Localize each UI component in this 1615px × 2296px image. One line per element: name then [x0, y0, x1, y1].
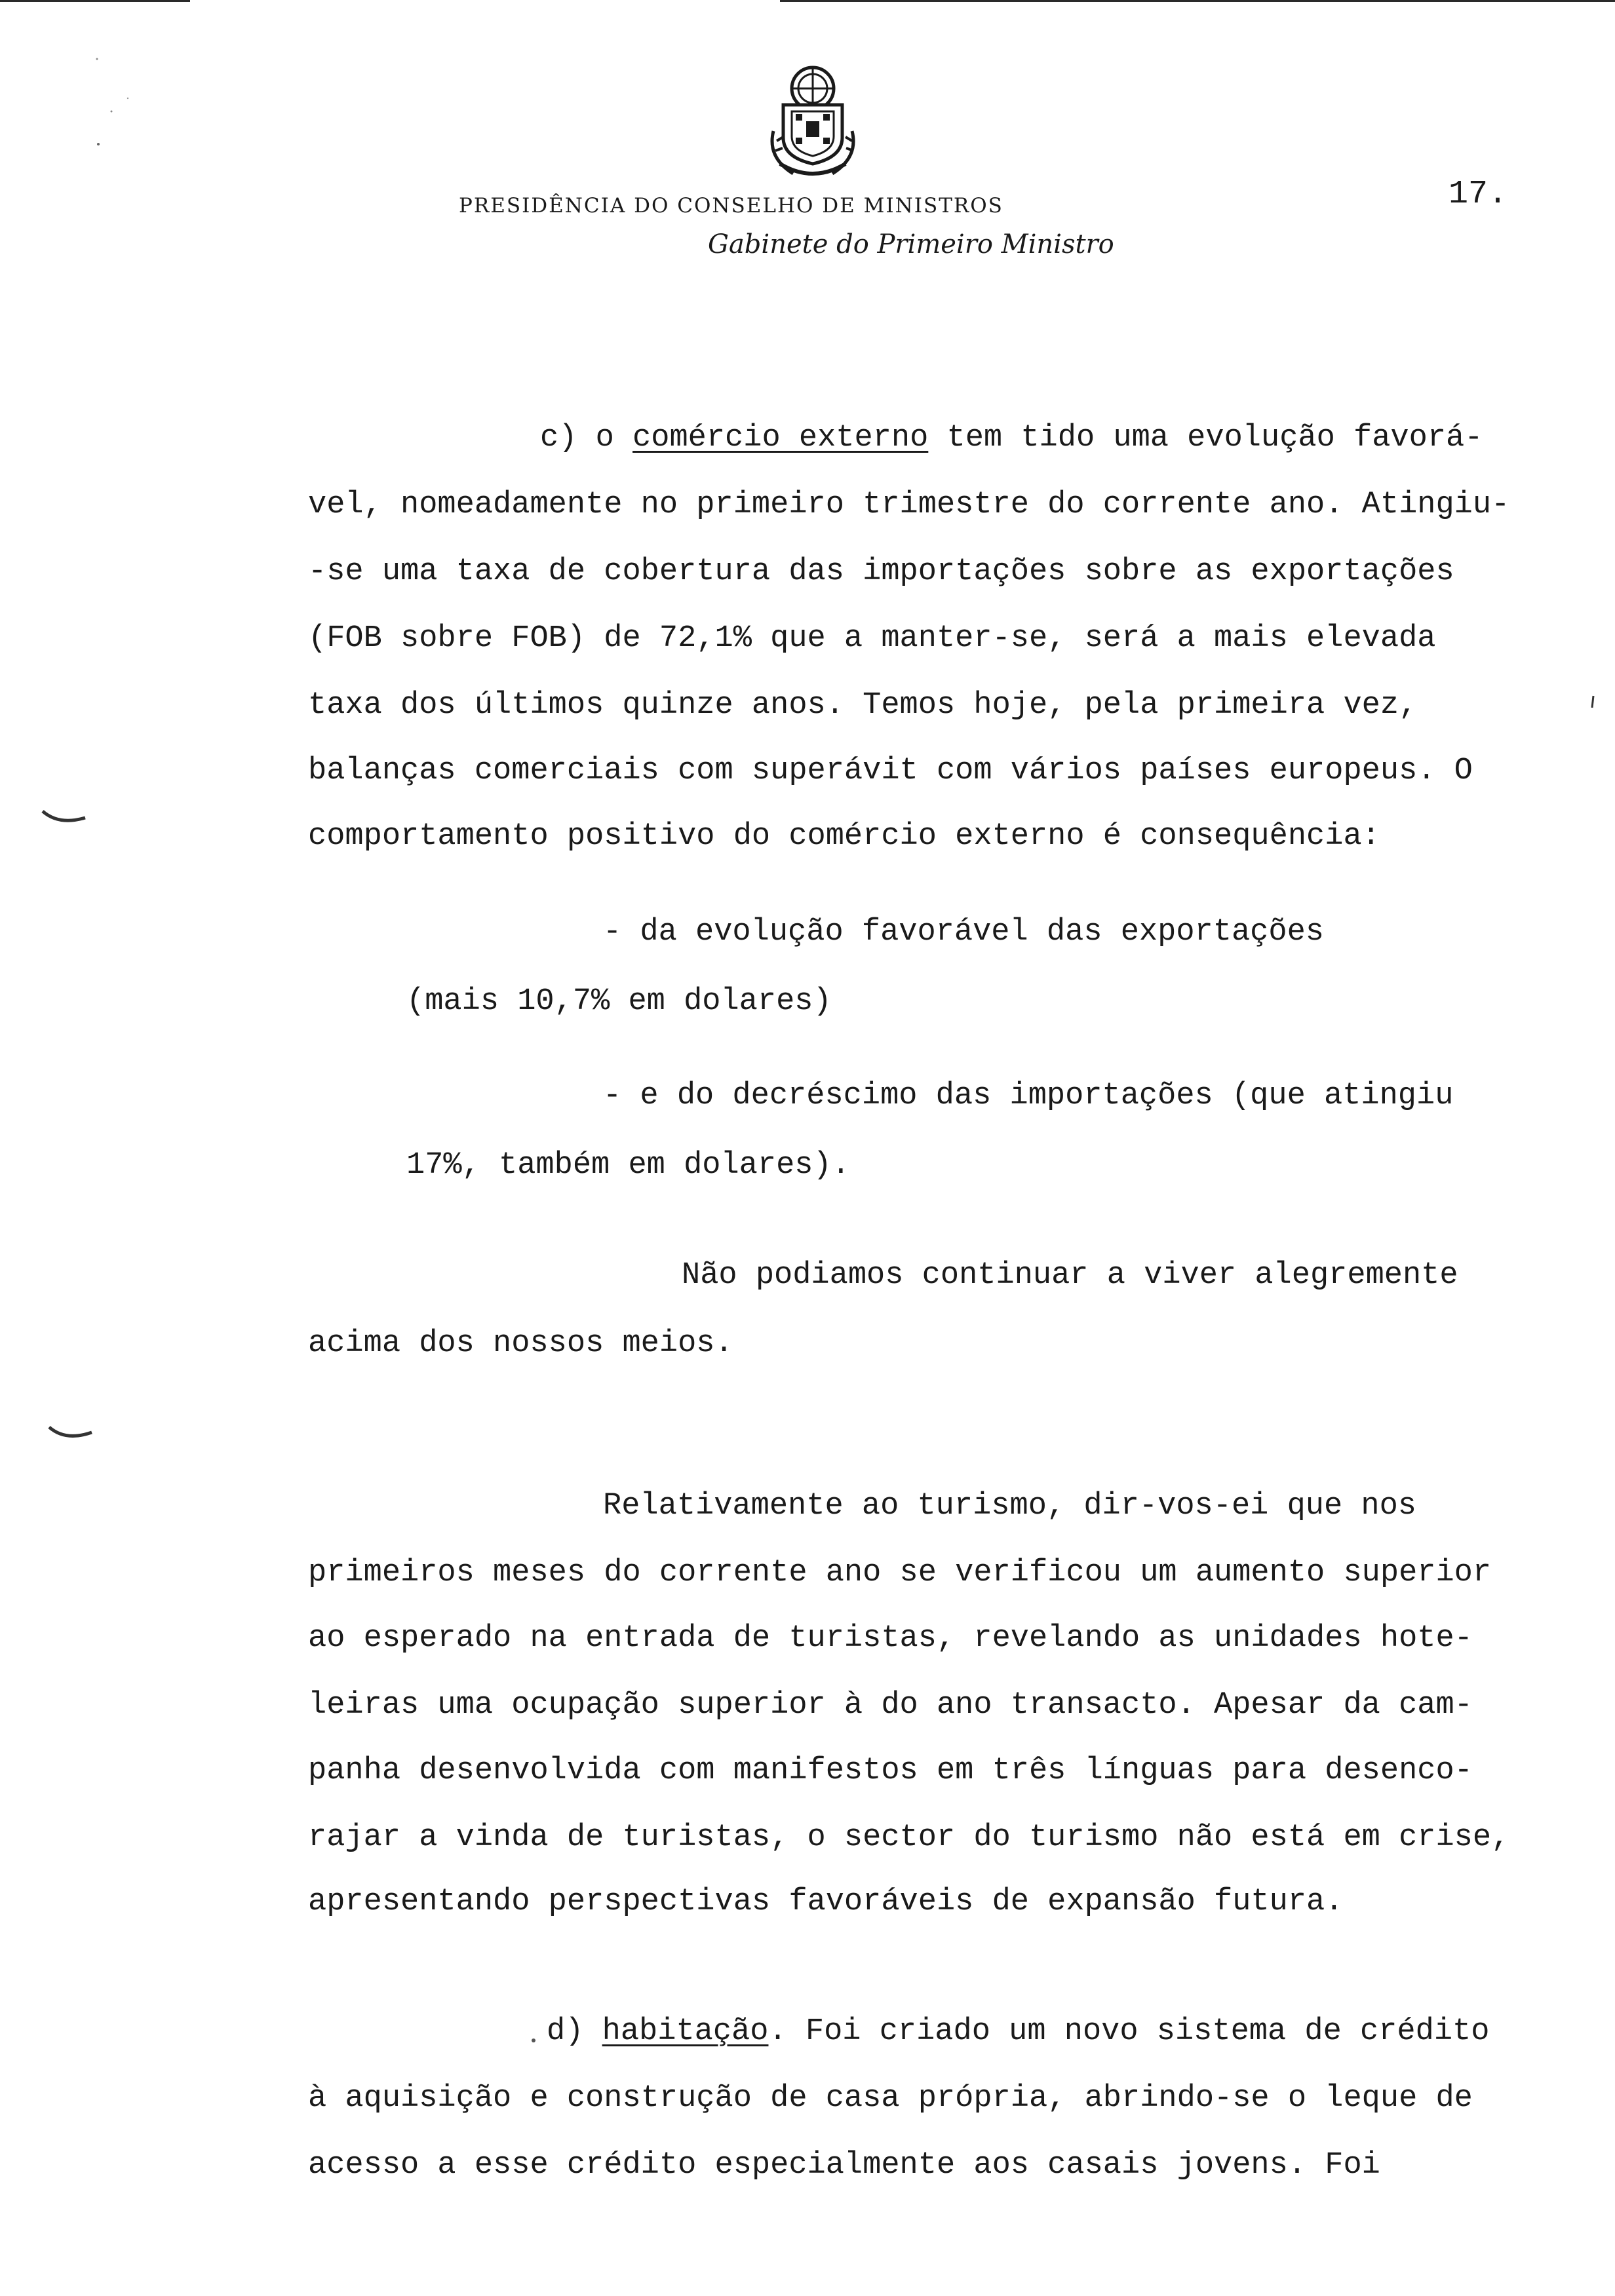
bullet-2-line-2: 17%, também em dolares). [406, 1148, 850, 1183]
para-d-line-3: acesso a esse crédito especialmente aos casais jovens. Foi [308, 2148, 1380, 2183]
margin-tick [1589, 695, 1597, 710]
para-d-line-1 [547, 2014, 1489, 2049]
para-c-line-1-rest: tem tido uma evolução favorá- [928, 421, 1483, 455]
para-c-line-5: taxa dos últimos quinze anos. Temos hoje, pela primeira vez, [308, 688, 1418, 723]
para-turismo-line-5: panha desenvolvida com manifestos em três línguas para desenco- [308, 1753, 1473, 1788]
para-turismo-line-1: Relativamente ao turismo, dir-vos-ei que nos [603, 1489, 1417, 1523]
margin-mark-upper [39, 806, 92, 832]
para-c-line-1 [540, 421, 1483, 455]
para-turismo-line-7: apresentando perspectivas favoráveis de expansão futura. [308, 1885, 1344, 1919]
bullet-2-line-1: - e do decréscimo das importações (que atingiu [603, 1079, 1454, 1113]
para-nao-line-1: Não podiamos continuar a viver alegremente [682, 1258, 1458, 1293]
para-nao-line-2: acima dos nossos meios. [308, 1326, 733, 1361]
underlined-term-habitacao: habitação [602, 2014, 769, 2049]
para-c-line-7: comportamento positivo do comércio externo é consequência: [308, 819, 1380, 854]
margin-speckles [92, 52, 131, 157]
para-turismo-line-3: ao esperado na entrada de turistas, revelando as unidades hote- [308, 1621, 1473, 1656]
para-d-line-2: à aquisição e construção de casa própria, abrindo-se o leque de [308, 2081, 1473, 2116]
page-number: 17. [1449, 176, 1508, 213]
margin-mark-lower [46, 1422, 98, 1448]
para-c-line-3: -se uma taxa de cobertura das importações sobre as exportações [308, 554, 1454, 589]
bullet-1-line-1: - da evolução favorável das exportações [603, 915, 1324, 949]
coat-of-arms-icon [754, 59, 872, 183]
top-border-gap [190, 0, 780, 2]
para-d-prefix: d) [547, 2014, 602, 2049]
letterhead-title: PRESIDÊNCIA DO CONSELHO DE MINISTROS [459, 194, 1003, 218]
stray-dot [530, 2037, 537, 2044]
para-c-line-4: (FOB sobre FOB) de 72,1% que a manter-se, será a mais elevada [308, 621, 1436, 656]
para-c-line-2: vel, nomeadamente no primeiro trimestre do corrente ano. Atingiu- [308, 488, 1510, 522]
office-script-heading: Gabinete do Primeiro Ministro [708, 229, 1114, 259]
para-turismo-line-2: primeiros meses do corrente ano se verificou um aumento superior [308, 1556, 1492, 1590]
para-turismo-line-6: rajar a vinda de turistas, o sector do turismo não está em crise, [308, 1820, 1510, 1855]
bullet-1-line-2: (mais 10,7% em dolares) [406, 984, 832, 1019]
underlined-term-comercio-externo: comércio externo [632, 421, 929, 455]
para-c-prefix: c) o [540, 421, 633, 455]
para-turismo-line-4: leiras uma ocupação superior à do ano transacto. Apesar da cam- [308, 1688, 1473, 1723]
para-d-line-1-rest: . Foi criado um novo sistema de crédito [768, 2014, 1490, 2049]
para-c-line-6: balanças comerciais com superávit com vários países europeus. O [308, 754, 1473, 788]
